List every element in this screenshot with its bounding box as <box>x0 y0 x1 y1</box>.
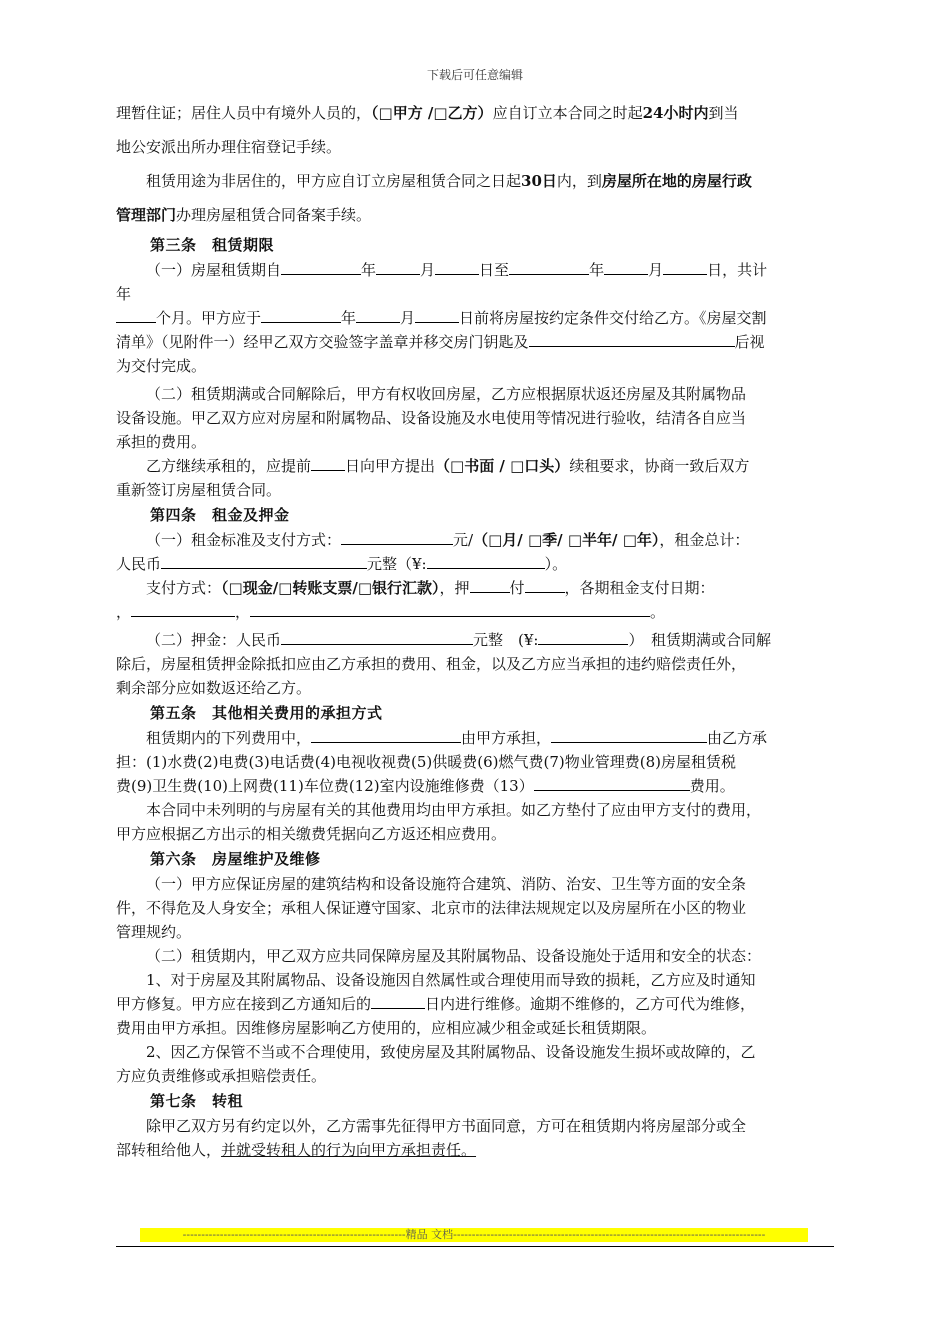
deadline-30d: 30日 <box>521 172 557 190</box>
text: ，押 <box>439 579 470 597</box>
deadline-24h: 24小时内 <box>642 104 709 122</box>
blank-fees-party-b[interactable] <box>551 728 707 743</box>
blank-deliver-year[interactable] <box>261 308 341 323</box>
art3-line-7: 承担的费用。 <box>116 433 207 451</box>
text: 年 <box>589 261 605 279</box>
intro-text: 应自订立本合同之时起 <box>492 104 643 122</box>
blank-deposit-rmb[interactable] <box>281 630 473 645</box>
text: 元/ <box>453 531 474 549</box>
art6-line-2: 件，不得危及人身安全；承租人保证遵守国家、北京市的法律法规规定以及房屋所在小区的物业 <box>116 899 747 917</box>
text: 个月。甲方应于 <box>156 309 262 327</box>
text: 甲方修复。甲方应在接到乙方通知后的 <box>116 995 372 1013</box>
text: 。 <box>650 603 666 621</box>
art3-line-6: 设备设施。甲乙双方应对房屋和附属物品、设备设施及水电使用等情况进行验收，结清各自应当 <box>116 409 747 427</box>
art6-line-6 <box>116 992 834 1016</box>
text: 费用。 <box>689 777 735 795</box>
housing-dept-cont: 管理部门 <box>116 206 177 224</box>
art3-line-4: 为交付完成。 <box>116 357 207 375</box>
text: 部转租给他人， <box>116 1141 222 1159</box>
art5-line-5: 甲方应根据乙方出示的相关缴费凭据向乙方返还相应费用。 <box>116 825 507 843</box>
blank-pay-date-2[interactable] <box>250 602 650 617</box>
art4-line-3 <box>116 576 834 600</box>
footer-divider <box>116 1246 834 1247</box>
intro-line-2: 地公安派出所办理住宿登记手续。 <box>116 138 342 156</box>
blank-fees-party-a[interactable] <box>311 728 461 743</box>
text: ，租金总计： <box>659 531 750 549</box>
text: 支付方式： <box>146 579 222 597</box>
article-6-title: 第六条 房屋维护及维修 <box>150 850 321 868</box>
text: 日前将房屋按约定条件交付给乙方。《房屋交割 <box>459 309 767 327</box>
art3-line-8 <box>116 454 834 478</box>
text: 年 <box>361 261 377 279</box>
art5-line-2: 担：(1)水费(2)电费(3)电话费(4)电视收视费(5)供暖费(6)燃气费(7)物业管理费(8)房屋租赁税 <box>116 753 736 771</box>
blank-deliver-day[interactable] <box>415 308 459 323</box>
text: 日，共计 <box>707 261 768 279</box>
art4-line-7: 剩余部分应如数返还给乙方。 <box>116 679 312 697</box>
text: 月 <box>420 261 436 279</box>
renew-method-choice: （□书面 / □口头） <box>435 457 570 475</box>
text: ， <box>235 603 251 621</box>
article-3-title: 第三条 租赁期限 <box>150 236 275 254</box>
text: 续租要求，协商一致后双方 <box>569 457 750 475</box>
art6-line-1: （一）甲方应保证房屋的建筑结构和设备设施符合建筑、消防、治安、卫生等方面的安全条 <box>146 875 747 893</box>
blank-deliver-month[interactable] <box>356 308 400 323</box>
intro-line-1 <box>116 96 834 130</box>
art3-line-1 <box>116 258 834 282</box>
art6-line-9: 方应负责维修或承担赔偿责任。 <box>116 1067 327 1085</box>
blank-start-year[interactable] <box>281 260 361 275</box>
text: ， <box>116 603 132 621</box>
blank-deposit-months[interactable] <box>470 578 510 593</box>
blank-repair-days[interactable] <box>371 994 425 1009</box>
text: ） 租赁期满或合同解 <box>628 631 771 649</box>
text: 日向甲方提出 <box>345 457 436 475</box>
blank-pay-date-1[interactable] <box>131 602 235 617</box>
text: 由甲方承担， <box>461 729 552 747</box>
footer-highlight-band: ------------------------------------------------------------精品 文档------------------------------------------------------------------------------------ <box>140 1228 808 1242</box>
text: ）。 <box>544 555 568 573</box>
page-header-note: 下载后可任意编辑 <box>426 68 523 82</box>
rent-period-choice: （□月/ □季/ □半年/ □年） <box>473 531 660 549</box>
art5-line-1 <box>116 726 834 750</box>
text: 人民币 <box>116 555 162 573</box>
text: （二）押金：人民币 <box>146 631 282 649</box>
art6-line-5: 1、对于房屋及其附属物品、设备设施因自然属性或合理使用而导致的损耗，乙方应及时通知 <box>146 971 756 989</box>
art5-line-4: 本合同中未列明的与房屋有关的其他费用均由甲方承担。如乙方垫付了应由甲方支付的费用， <box>146 801 762 819</box>
art7-line-2 <box>116 1138 834 1162</box>
text: 付 <box>509 579 525 597</box>
text: 元整 (¥: <box>473 631 539 649</box>
article-4-title: 第四条 租金及押金 <box>150 506 290 524</box>
art6-line-3: 管理规约。 <box>116 923 192 941</box>
art4-line-4 <box>116 600 834 624</box>
sublet-responsibility: 并就受转租人的行为向甲方承担责任。 <box>221 1141 477 1159</box>
text: 后视 <box>734 333 765 351</box>
art3-line-1b: 年 <box>116 285 132 303</box>
blank-start-day[interactable] <box>435 260 479 275</box>
text: 年 <box>341 309 357 327</box>
blank-end-day[interactable] <box>663 260 707 275</box>
blank-months[interactable] <box>116 308 156 323</box>
text: 月 <box>400 309 416 327</box>
contract-body <box>116 96 834 1162</box>
art6-line-4: （二）租赁期内，甲乙双方应共同保障房屋及其附属物品、设备设施处于适用和安全的状态： <box>146 947 762 965</box>
article-7-title: 第七条 转租 <box>150 1092 244 1110</box>
intro-text: 到当 <box>708 104 739 122</box>
text: 乙方继续承租的，应提前 <box>146 457 312 475</box>
art6-line-7: 费用由甲方承担。因维修房屋影响乙方使用的，应相应减少租金或延长租赁期限。 <box>116 1019 657 1037</box>
housing-dept: 房屋所在地的房屋行政 <box>601 172 752 190</box>
text: 元整（¥: <box>367 555 427 573</box>
text: 由乙方承 <box>707 729 768 747</box>
text: 日内进行维修。逾期不维修的，乙方可代为维修， <box>425 995 756 1013</box>
blank-rent-total-rmb[interactable] <box>161 554 367 569</box>
art7-line-1: 除甲乙双方另有约定以外，乙方需事先征得甲方书面同意，方可在租赁期内将房屋部分或全 <box>146 1117 747 1135</box>
art3-line-5: （二）租赁期满或合同解除后，甲方有权收回房屋，乙方应根据原状返还房屋及其附属物品 <box>146 385 747 403</box>
article-5-title: 第五条 其他相关费用的承担方式 <box>150 704 383 722</box>
blank-renew-days[interactable] <box>311 456 345 471</box>
art4-line-1 <box>116 528 834 552</box>
text: ，各期租金支付日期： <box>564 579 715 597</box>
blank-rent-total-yen[interactable] <box>427 554 545 569</box>
intro-text: 理暂住证；居住人员中有境外人员的， <box>116 104 372 122</box>
intro-text: 内，到 <box>556 172 602 190</box>
art3-line-9: 重新签订房屋租赁合同。 <box>116 481 282 499</box>
intro-line-3 <box>116 164 834 198</box>
blank-end-year[interactable] <box>509 260 589 275</box>
intro-text: 办理房屋租赁合同备案手续。 <box>176 206 372 224</box>
text: 租赁期内的下列费用中， <box>146 729 312 747</box>
text: 日至 <box>479 261 510 279</box>
blank-deposit-yen[interactable] <box>538 630 628 645</box>
art3-line-3 <box>116 330 834 354</box>
art4-line-6: 除后，房屋租赁押金除抵扣应由乙方承担的费用、租金，以及乙方应当承担的违约赔偿责任外， <box>116 655 747 673</box>
text: （一）房屋租赁期自 <box>146 261 282 279</box>
art4-line-2 <box>116 552 834 576</box>
blank-start-month[interactable] <box>376 260 420 275</box>
text: （一）租金标准及支付方式： <box>146 531 342 549</box>
blank-pay-months[interactable] <box>525 578 565 593</box>
blank-rent-amount[interactable] <box>341 530 453 545</box>
art4-line-5 <box>116 628 834 652</box>
text: 月 <box>648 261 664 279</box>
text: 清单》（见附件一）经甲乙双方交验签字盖章并移交房门钥匙及 <box>116 333 529 351</box>
art5-line-3 <box>116 774 834 798</box>
blank-end-month[interactable] <box>604 260 648 275</box>
intro-text: 租赁用途为非居住的，甲方应自订立房屋租赁合同之日起 <box>146 172 522 190</box>
art6-line-8: 2、因乙方保管不当或不合理使用，致使房屋及其附属物品、设备设施发生损坏或故障的，乙 <box>146 1043 756 1061</box>
party-checkbox-choice: （□甲方 /□乙方） <box>371 104 493 122</box>
blank-keys-etc[interactable] <box>529 332 735 347</box>
art3-line-2 <box>116 306 834 330</box>
text: 费(9)卫生费(10)上网费(11)车位费(12)室内设施维修费（13） <box>116 777 534 795</box>
payment-method-choice: （□现金/□转账支票/□银行汇款） <box>221 579 440 597</box>
blank-fee-13[interactable] <box>534 776 690 791</box>
intro-line-4 <box>116 198 834 232</box>
